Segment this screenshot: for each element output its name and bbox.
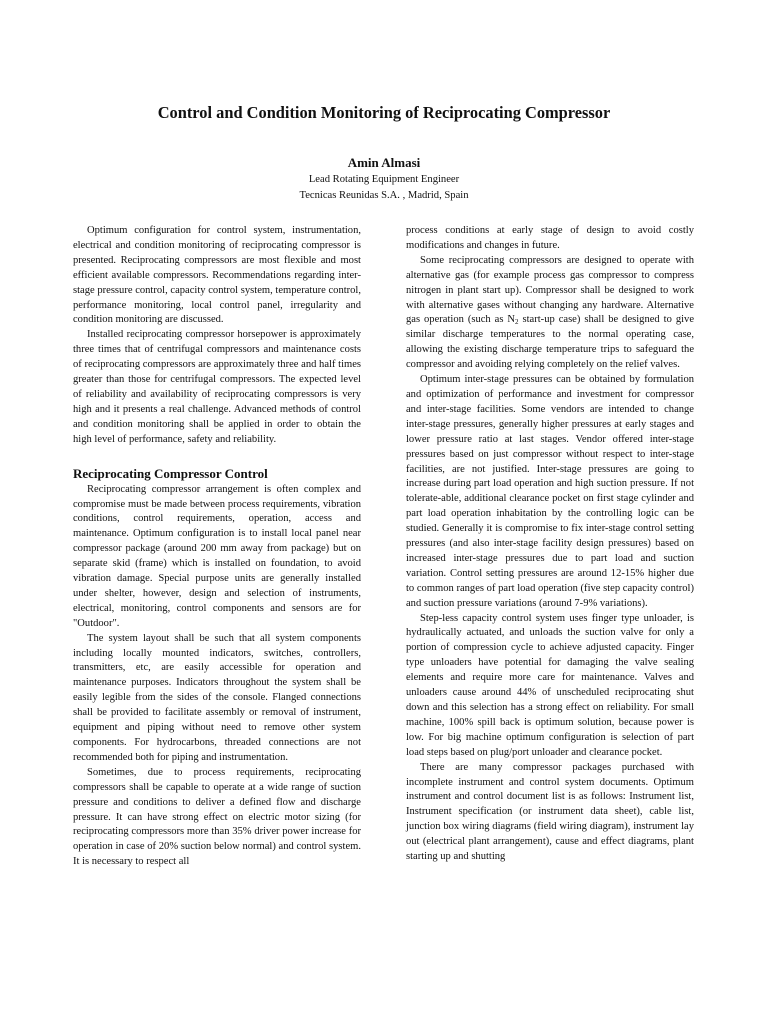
body-paragraph: Reciprocating compressor arrangement is often complex and compromise must be made between process requirements, vibration conditions, control requirements, operation, access and maintenance. Optimum configuration is to install local panel near compressor package (around 200 mm away from package) but on separate skid (frame) which is installed on foundation, to avoid vibration damage. Special purpose units are generally installed under shelter, however, design and selection of instruments, electrical, monitoring, control components and sensors are for "Outdoor". xyxy=(73,483,361,629)
intro-paragraph: Installed reciprocating compressor horsepower is approximately three times that of centrifugal compressors and maintenance costs of reciprocating compressors are approximately three and half times greater than those for centrifugal compressors. The expected level of reliability and availability of reciprocating compressors is very high and it presents a real challenge. Advanced methods of control and condition monitoring shall be applied in order to obtain the high level of performance, safety and reliability. xyxy=(73,329,361,445)
body-paragraph: Sometimes, due to process requirements, reciprocating compressors shall be capable to operate at a wide range of suction pressure and conditions to deliver a defined flow and discharge pressure. It can have strong effect on electric motor sizing (for reciprocating compressors more than 35% driver power increase for operation in case of 20% suction below normal) and control system. It is necessary to respect all xyxy=(73,766,361,868)
paper-title: Control and Condition Monitoring of Reciprocating Compressor xyxy=(157,103,611,122)
section-heading: Reciprocating Compressor Control xyxy=(73,465,268,481)
right-column xyxy=(406,224,694,865)
body-paragraph: process conditions at early stage of design to avoid costly modifications and changes in future. xyxy=(406,225,694,251)
body-paragraph xyxy=(406,254,694,373)
left-column xyxy=(73,224,361,870)
abstract-paragraph: Optimum configuration for control system, instrumentation, electrical and condition monitoring of reciprocating compressor is presented. Reciprocating compressors are most flexible and most efficient available compressors. Recommendations regarding inter-stage pressure control, capacity control system, temperature control, performance monitoring, local control panel, irregularity and condition monitoring are discussed. xyxy=(73,225,361,326)
paragraph-text: start-up case) shall be designed to give similar discharge temperatures to the normal operating case, allowing the existing discharge temperature trips to safeguard the compressor and avoiding relying completely on the relief valves. xyxy=(406,314,694,371)
body-paragraph: Optimum inter-stage pressures can be obtained by formulation and optimization of performance and investment for compressor and inter-stage facilities. Some vendors are intended to change inter-stage pressures, generally higher pressures at early stages and lower pressure ratio at last stages. Vendor offered inter-stage pressures based on just compressor without respect to inter-stage facilities, are not justified. Inter-stage pressures are going to increase during part load operation and high suction pressure. If not tolerate-able, additional clearance pocket on first stage cylinder and part load operation inhabitation by the controlling logic can be studied. Generally it is compromise to fix inter-stage control setting pressures (and also inter-stage facility design pressures) based on increased inter-stage pressures due to part load and suction variation. Control setting pressures are around 12-15% higher due to common ranges of part load operation (five step capacity control) and suction pressure variations (around 7-9% variations). xyxy=(406,374,694,609)
body-paragraph: Step-less capacity control system uses finger type unloader, is hydraulically actuated, and unloads the suction valve for only a portion of compression cycle to achieve adjusted capacity. Finger type unloaders have potential for damaging the valve sealing elements and require more care for maintenance. Valves and unloaders cause around 44% of unscheduled reciprocating shut down and this selection has a strong effect on reliability. For small machine, 100% spill back is optimum solution, because power is low. For big machine optimum configuration is selection of part load steps based on plug/port unloader and clearance pocket. xyxy=(406,612,694,758)
body-paragraph: There are many compressor packages purchased with incomplete instrument and control system documents. Optimum instrument and control document list is as follows: Instrument list, Instrument specification (or instrument data sheet), cable list, junction box wiring diagrams (field wiring diagram), instrument lay out (electrical plant arrangement), cause and effect diagrams, plant starting up and shutting xyxy=(406,761,694,863)
author-name: Amin Almasi xyxy=(347,155,421,170)
subscript: 2 xyxy=(515,318,519,327)
author-position: Lead Rotating Equipment Engineer xyxy=(308,174,460,185)
author-affiliation: Tecnicas Reunidas S.A. , Madrid, Spain xyxy=(299,190,469,201)
paragraph-text: Some reciprocating compressors are designed to operate with alternative gas (for example process gas compressor to compress nitrogen in plant start up). Compressor shall be designed to work with alternative gases without changing any hardware. Alternative gas operation (such as N xyxy=(406,254,694,326)
body-paragraph: The system layout shall be such that all system components including locally mounted indicators, switches, controllers, transmitters, etc, are easily accessible for operation and maintenance purposes. Indicators throughout the system shall be easily legible from the sides of the console. Flanged connections shall be provided to facilitate assembly or removal of instrument, equipment and piping without need to remove other system components. For hydrocarbons, threaded connections are not recommended both for piping and instrumentation. xyxy=(73,632,361,763)
